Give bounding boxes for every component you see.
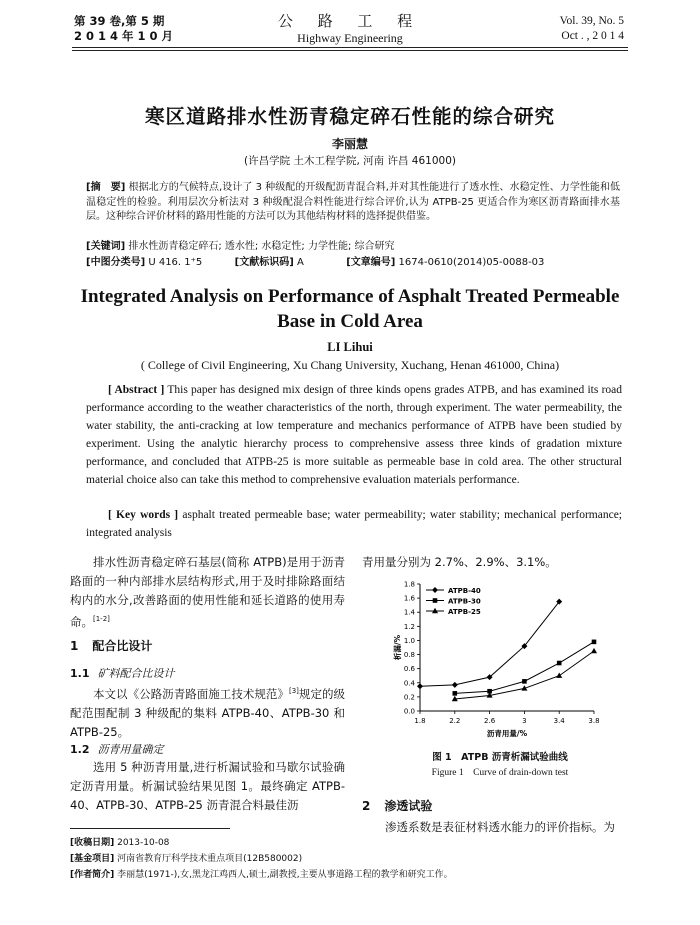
intro-text: 排水性沥青稳定碎石基层(简称 ATPB)是用于沥青路面的一种内部排水层结构形式,用于及时排除路面结构内的水分,改善路面的使用性能和延长道路的使用寿命。 <box>70 555 345 629</box>
section-1-1-text-a: 本文以《公路沥青路面施工技术规范》 <box>93 686 289 701</box>
data-point-atpb-30 <box>592 640 597 645</box>
article-no-value: 1674-0610(2014)05-0088-03 <box>398 257 545 268</box>
classification-line <box>86 253 620 268</box>
section-1-1-heading <box>70 665 345 681</box>
header-volume-issue: 第 39 卷,第 5 期 <box>74 14 165 28</box>
figure-1-caption-en: Figure 1 Curve of drain-down test <box>431 768 569 778</box>
section-1-1-number: 1.1 <box>70 667 90 680</box>
keywords-en-label: [ Key words ] <box>108 509 179 521</box>
y-tick-label: 1.4 <box>403 608 415 617</box>
affiliation-en: ( College of Civil Engineering, Xu Chang University, Xuchang, Henan 461000, China) <box>140 358 560 372</box>
fund-text: 河南省教育厅科学技术重点项目(12B580002) <box>117 854 303 864</box>
affiliation-cn: (许昌学院 土木工程学院, 河南 许昌 461000) <box>244 155 456 167</box>
header-volume <box>74 14 173 44</box>
header-rule-thin <box>72 50 628 51</box>
legend-label: ATPB-30 <box>448 597 481 606</box>
abstract-en <box>86 381 622 489</box>
section-1-2-title: 沥青用量确定 <box>97 743 164 756</box>
section-1-1-citation: [3] <box>288 687 299 695</box>
y-tick-label: 0.6 <box>403 665 415 674</box>
legend-label: ATPB-40 <box>448 586 481 595</box>
y-tick-label: 1.2 <box>403 622 415 631</box>
y-tick-label: 0.2 <box>403 693 415 702</box>
clc-value: U 416. 1⁺5 <box>148 257 203 268</box>
author-bio-label: [作者简介] <box>70 870 115 880</box>
section-2-paragraph: 渗透系数是表征材料透水能力的评价指标。为 <box>385 820 615 834</box>
intro-citation: [1-2] <box>93 615 110 623</box>
x-tick-label: 3 <box>522 717 527 725</box>
doc-code-label: [文献标识码] <box>234 257 294 268</box>
data-point-atpb-40 <box>452 682 458 688</box>
received-label: [收稿日期] <box>70 838 115 848</box>
paper-title-en-line1: Integrated Analysis on Performance of Asphalt Treated Permeable <box>80 286 620 307</box>
header-vol-no: Vol. 39, No. 5 <box>559 15 624 27</box>
legend-marker <box>433 598 438 603</box>
footnote-received <box>70 835 630 848</box>
data-point-atpb-30 <box>453 691 458 696</box>
y-tick-label: 1.6 <box>403 594 415 603</box>
received-date: 2013-10-08 <box>117 838 170 848</box>
section-1-title: 配合比设计 <box>92 639 153 653</box>
header-journal <box>260 10 440 46</box>
x-axis-title: 沥青用量/% <box>486 729 528 738</box>
article-no-label: [文章编号] <box>346 257 396 268</box>
footnote-rule <box>70 828 230 829</box>
header-date: 2 0 1 4 年 1 0 月 <box>74 29 174 43</box>
drain-down-chart <box>362 576 642 746</box>
y-tick-label: 1.8 <box>403 580 415 589</box>
abstract-cn-text: 根据北方的气候特点,设计了 3 种级配的开级配沥青混合料,并对其性能进行了透水性、水稳定性、力学性能和低温稳定性的检验。利用层次分析法对 3 种级配混合料性能进行综合评价,认为 ATPB-25 更适合作为寒区沥青路面排水基层。这种综合评价材料的路用性能的方法可以为其他结构材料的选择提供借鉴。 <box>86 182 621 222</box>
y-tick-label: 1.0 <box>403 636 415 645</box>
journal-name-cn: 公 路 工 程 <box>277 12 423 30</box>
abstract-cn <box>86 181 620 225</box>
author-bio-text: 李丽慧(1971-),女,黑龙江鸡西人,硕士,副教授,主要从事道路工程的教学和研究工作。 <box>117 870 453 880</box>
header-vol-en <box>560 14 624 44</box>
data-point-atpb-25 <box>591 648 597 653</box>
x-tick-label: 3.8 <box>588 717 600 725</box>
section-2-title: 渗透试验 <box>384 799 433 813</box>
fund-label: [基金项目] <box>70 854 115 864</box>
x-tick-label: 3.4 <box>553 717 565 725</box>
paper-title-en <box>60 284 640 334</box>
legend-marker <box>432 587 438 593</box>
section-1-1-title: 矿料配合比设计 <box>97 667 175 680</box>
x-tick-label: 2.2 <box>449 717 461 725</box>
footnote-author <box>70 867 630 880</box>
section-1-1-text-b: 规定的级配范围配制 3 种级配的集料 ATPB-40、ATPB-30 和 ATPB-25。 <box>70 686 346 739</box>
section-2-number: 2 <box>362 799 371 813</box>
paper-title-en-line2: Base in Cold Area <box>277 311 423 332</box>
abstract-cn-label: [摘 要] <box>86 182 126 193</box>
x-tick-label: 1.8 <box>414 717 426 725</box>
author-cn: 李丽慧 <box>331 137 368 151</box>
abstract-en-label: [ Abstract ] <box>108 384 165 396</box>
keywords-cn <box>86 237 620 252</box>
intro-paragraph <box>70 553 345 632</box>
figure-1-caption-cn: 图 1 ATPB 沥青析漏试验曲线 <box>432 752 568 763</box>
header-month: Oct . , 2 0 1 4 <box>561 30 624 42</box>
paper-title-cn: 寒区道路排水性沥青稳定碎石性能的综合研究 <box>144 105 555 128</box>
right-column-continued: 青用量分别为 2.7%、2.9%、3.1%。 <box>362 555 557 569</box>
abstract-en-text: This paper has designed mix design of three kinds opens grades ATPB, and has examined its road performance according to the weather characteristics of the north, through experiment. The water permeability, the water stability, the anti-cracking at low temperature and mechanics performance of ATPB have been studied by experiment. Using the analytic hierarchy process to comprehensive assess three kinds of gradation mixture performance, and concluded that ATPB-25 is more suitable as permeable base in cold area. The other structural material choice also can take this method to comprehensive evaluation materials performance. <box>86 384 622 486</box>
author-en: LI Lihui <box>327 340 373 354</box>
section-1-1-paragraph <box>70 682 345 742</box>
keywords-en-text: asphalt treated permeable base; water permeability; water stability; mechanical performance; integrated analysis <box>86 509 622 539</box>
section-1-heading <box>70 637 345 654</box>
x-tick-label: 2.6 <box>484 717 496 725</box>
y-axis-title: 析漏/% <box>393 634 402 661</box>
data-point-atpb-30 <box>557 661 562 666</box>
y-tick-label: 0.0 <box>403 707 415 716</box>
data-point-atpb-30 <box>522 679 527 684</box>
y-tick-label: 0.8 <box>403 651 415 660</box>
journal-name-en: Highway Engineering <box>297 31 403 45</box>
y-tick-label: 0.4 <box>403 679 415 688</box>
section-1-number: 1 <box>70 639 79 653</box>
clc-label: [中图分类号] <box>86 257 146 268</box>
doc-code-value: A <box>296 257 304 268</box>
keywords-cn-text: 排水性沥青稳定碎石; 透水性; 水稳定性; 力学性能; 综合研究 <box>128 241 395 252</box>
header-rule <box>72 47 628 48</box>
section-2-heading <box>362 797 634 814</box>
keywords-en <box>86 506 622 542</box>
footnote-fund <box>70 851 630 864</box>
section-1-2-paragraph: 选用 5 种沥青用量,进行析漏试验和马歇尔试验确定沥青用量。析漏试验结果见图 1。最终确定 ATPB-40、ATPB-30、ATPB-25 沥青混合料最佳沥 <box>70 760 345 812</box>
legend-label: ATPB-25 <box>448 607 481 616</box>
section-1-2-heading <box>70 741 345 757</box>
section-1-2-number: 1.2 <box>70 743 90 756</box>
keywords-cn-label: [关键词] <box>86 241 126 252</box>
data-point-atpb-25 <box>556 673 562 678</box>
data-point-atpb-40 <box>417 683 423 689</box>
